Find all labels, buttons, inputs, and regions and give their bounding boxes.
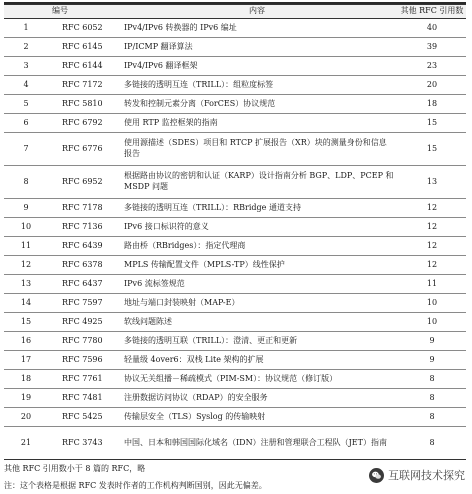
watermark-text: 互联网技术探究 <box>388 469 465 482</box>
table-row <box>4 199 466 218</box>
footnote-note: 注：这个表格是根据 RFC 发表时作者的工作机构判断国别，因此无偏差。 <box>4 481 267 490</box>
citation-count: 18 <box>398 95 466 114</box>
rfc-content: 多链接的透明互连（TRILL）：RBridge 通道支持 <box>116 199 398 218</box>
rfc-number: RFC 7596 <box>48 351 116 370</box>
document-page <box>4 0 466 460</box>
table-row <box>4 294 466 313</box>
table-row <box>4 351 466 370</box>
rfc-content: IPv4/IPv6 翻译框架 <box>116 57 398 76</box>
row-index: 6 <box>4 114 48 133</box>
wechat-icon <box>369 468 384 483</box>
rfc-content: 轻量级 4over6：双栈 Lite 架构的扩展 <box>116 351 398 370</box>
rfc-number: RFC 7481 <box>48 389 116 408</box>
citation-count: 23 <box>398 57 466 76</box>
rfc-content: 传输层安全（TLS）Syslog 的传输映射 <box>116 408 398 427</box>
row-index: 21 <box>4 427 48 460</box>
rfc-number: RFC 4925 <box>48 313 116 332</box>
header-number: 编号 <box>4 5 116 19</box>
rfc-content: 转发和控制元素分离（ForCES）协议规范 <box>116 95 398 114</box>
citation-count: 12 <box>398 218 466 237</box>
table-row <box>4 313 466 332</box>
citation-count: 9 <box>398 332 466 351</box>
citation-count: 12 <box>398 237 466 256</box>
rfc-number: RFC 7761 <box>48 370 116 389</box>
rfc-number: RFC 6776 <box>48 133 116 166</box>
row-index: 12 <box>4 256 48 275</box>
table-row <box>4 19 466 38</box>
table-body <box>4 19 466 460</box>
table-row <box>4 370 466 389</box>
row-index: 15 <box>4 313 48 332</box>
row-index: 8 <box>4 166 48 199</box>
rfc-content: 使用 RTP 监控框架的指南 <box>116 114 398 133</box>
row-index: 3 <box>4 57 48 76</box>
row-index: 9 <box>4 199 48 218</box>
row-index: 20 <box>4 408 48 427</box>
row-index: 19 <box>4 389 48 408</box>
row-index: 13 <box>4 275 48 294</box>
citation-count: 8 <box>398 427 466 460</box>
rfc-table <box>4 4 466 460</box>
table-row <box>4 76 466 95</box>
row-index: 17 <box>4 351 48 370</box>
rfc-content: 根据路由协议的密钥和认证（KARP）设计指南分析 BGP、LDP、PCEP 和 MSDP 问题 <box>116 166 398 199</box>
rfc-number: RFC 6792 <box>48 114 116 133</box>
rfc-number: RFC 7136 <box>48 218 116 237</box>
table-row <box>4 38 466 57</box>
row-index: 5 <box>4 95 48 114</box>
table-row <box>4 427 466 460</box>
citation-count: 11 <box>398 275 466 294</box>
rfc-number: RFC 7178 <box>48 199 116 218</box>
table-row <box>4 389 466 408</box>
rfc-content: 协议无关组播－稀疏模式（PIM-SM）：协议规范（修订版） <box>116 370 398 389</box>
rfc-content: IPv4/IPv6 转换器的 IPv6 编址 <box>116 19 398 38</box>
rfc-content: 使用源描述（SDES）项目和 RTCP 扩展报告（XR）块的测量身份和信息报告 <box>116 133 398 166</box>
citation-count: 12 <box>398 199 466 218</box>
row-index: 7 <box>4 133 48 166</box>
rfc-number: RFC 6052 <box>48 19 116 38</box>
citation-count: 9 <box>398 351 466 370</box>
row-index: 16 <box>4 332 48 351</box>
table-row <box>4 166 466 199</box>
citation-count: 8 <box>398 370 466 389</box>
rfc-number: RFC 6439 <box>48 237 116 256</box>
table-row <box>4 408 466 427</box>
row-index: 14 <box>4 294 48 313</box>
citation-count: 12 <box>398 256 466 275</box>
citation-count: 39 <box>398 38 466 57</box>
table-row <box>4 95 466 114</box>
table-row <box>4 275 466 294</box>
rfc-content: 软线问题陈述 <box>116 313 398 332</box>
table-row <box>4 218 466 237</box>
table-row <box>4 114 466 133</box>
citation-count: 8 <box>398 408 466 427</box>
citation-count: 8 <box>398 389 466 408</box>
header-content: 内容 <box>116 5 398 19</box>
rfc-content: 多链接的透明互联（TRILL）：澄清、更正和更新 <box>116 332 398 351</box>
rfc-number: RFC 6378 <box>48 256 116 275</box>
row-index: 18 <box>4 370 48 389</box>
row-index: 4 <box>4 76 48 95</box>
row-index: 1 <box>4 19 48 38</box>
header-citation-count: 其他 RFC 引用数 <box>398 5 466 19</box>
rfc-content: 地址与端口封装映射（MAP-E） <box>116 294 398 313</box>
rfc-number: RFC 6145 <box>48 38 116 57</box>
row-index: 2 <box>4 38 48 57</box>
table-header-row <box>4 5 466 19</box>
rfc-content: MPLS 传输配置文件（MPLS-TP）线性保护 <box>116 256 398 275</box>
rfc-content: 路由桥（RBridges）：指定代理商 <box>116 237 398 256</box>
watermark <box>366 466 468 484</box>
rfc-number: RFC 7172 <box>48 76 116 95</box>
table-row <box>4 332 466 351</box>
citation-count: 20 <box>398 76 466 95</box>
citation-count: 15 <box>398 133 466 166</box>
table-row <box>4 57 466 76</box>
citation-count: 15 <box>398 114 466 133</box>
citation-count: 40 <box>398 19 466 38</box>
rfc-content: IPv6 流标签规范 <box>116 275 398 294</box>
table-row <box>4 256 466 275</box>
rfc-number: RFC 3743 <box>48 427 116 460</box>
citation-count: 10 <box>398 294 466 313</box>
rfc-content: IPv6 接口标识符的意义 <box>116 218 398 237</box>
rfc-number: RFC 6144 <box>48 57 116 76</box>
rfc-content: 多链接的透明互连（TRILL）：组粒度标签 <box>116 76 398 95</box>
row-index: 11 <box>4 237 48 256</box>
rfc-number: RFC 7597 <box>48 294 116 313</box>
rfc-number: RFC 6952 <box>48 166 116 199</box>
row-index: 10 <box>4 218 48 237</box>
citation-count: 13 <box>398 166 466 199</box>
rfc-content: 中国、日本和韩国国际化域名（IDN）注册和管理联合工程队（JET）指南 <box>116 427 398 460</box>
rfc-number: RFC 6437 <box>48 275 116 294</box>
rfc-number: RFC 5425 <box>48 408 116 427</box>
rfc-number: RFC 5810 <box>48 95 116 114</box>
table-row <box>4 237 466 256</box>
rfc-number: RFC 7780 <box>48 332 116 351</box>
footnote-omitted: 其他 RFC 引用数小于 8 篇的 RFC，略 <box>4 464 146 473</box>
rfc-content: 注册数据访问协议（RDAP）的安全服务 <box>116 389 398 408</box>
rfc-content: IP/ICMP 翻译算法 <box>116 38 398 57</box>
table-row <box>4 133 466 166</box>
citation-count: 10 <box>398 313 466 332</box>
